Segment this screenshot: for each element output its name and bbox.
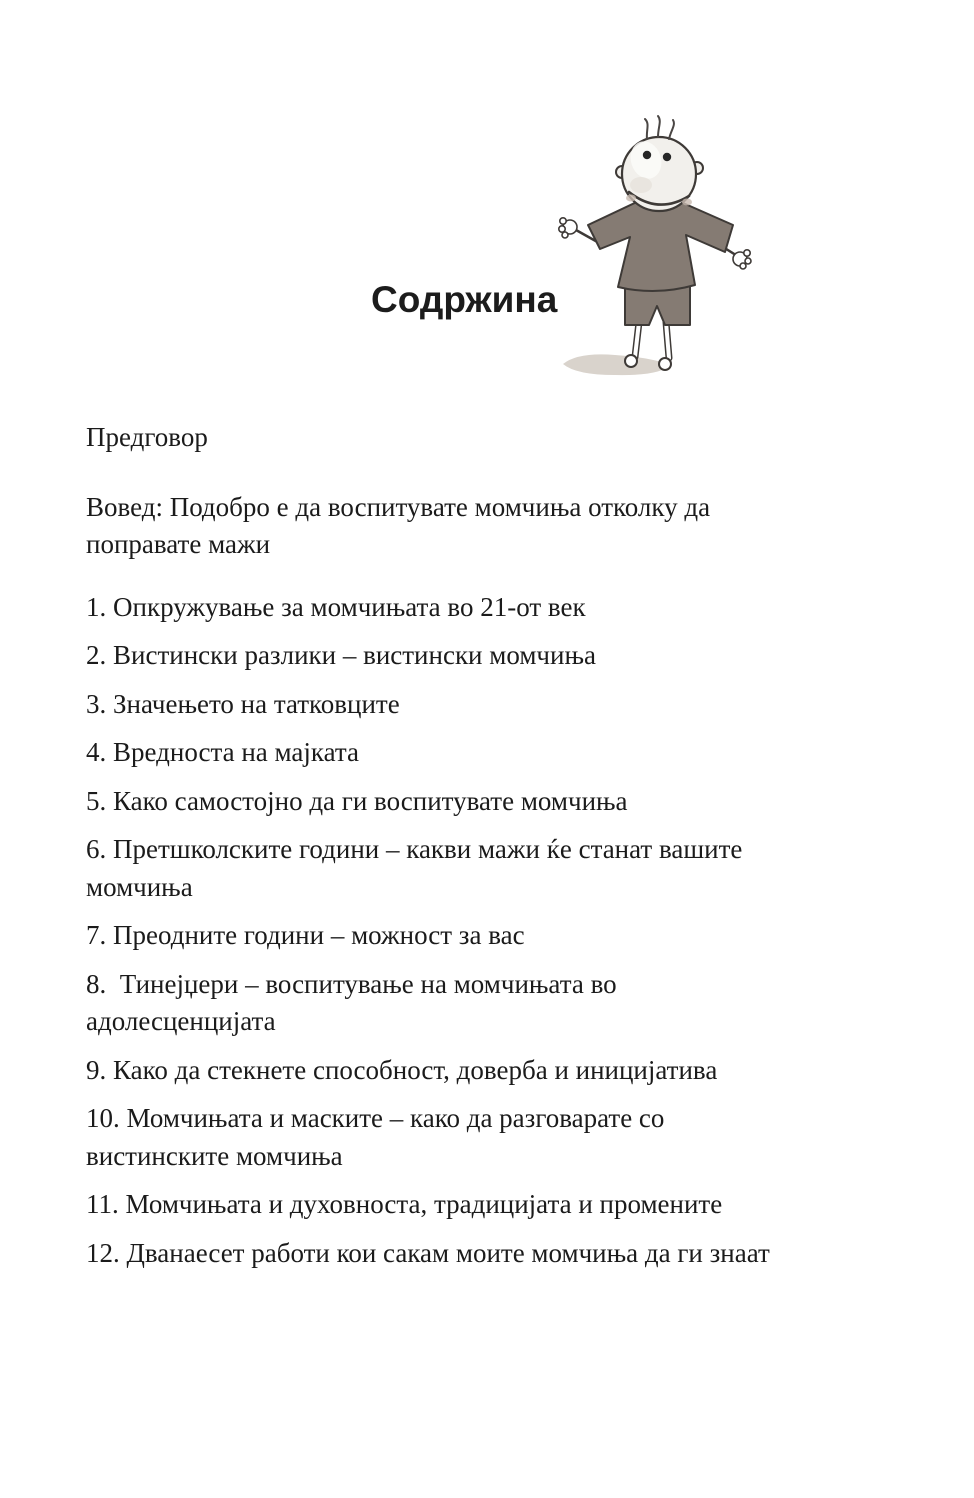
toc-line: адолесценцијата <box>86 1006 276 1036</box>
toc-line: 2. Вистински разлики – вистински момчиња <box>86 640 596 670</box>
toc-line: 1. Опкружување за момчињата во 21-от век <box>86 591 586 622</box>
boy-eye <box>663 153 671 161</box>
boy-hand-left <box>559 218 577 238</box>
toc-line: 3. Значењето на татковците <box>86 688 400 719</box>
toc-item-10 <box>86 1100 906 1175</box>
toc-line: Вовед: Подобро е да воспитувате момчиња отколку да <box>86 491 711 522</box>
toc-line: 10. Момчињата и маските – како да разговарате со <box>86 1103 665 1133</box>
toc-item-12 <box>86 1235 906 1273</box>
toc-line: 12. Дванаесет работи кои сакам моите момчиња да ги знаат <box>86 1237 770 1268</box>
page-title: Содржина <box>371 279 558 320</box>
toc-line: 6. Претшколските години – какви мажи ќе станат вашите <box>86 834 743 864</box>
toc-line: момчиња <box>86 871 193 902</box>
toc-item-3 <box>86 686 906 724</box>
toc-item-2 <box>86 637 906 675</box>
toc-preface <box>86 419 906 457</box>
table-of-contents <box>86 419 906 1283</box>
toc-item-1 <box>86 589 906 627</box>
toc-line: 5. Како самостојно да ги воспитувате момчиња <box>86 785 628 816</box>
toc-item-6 <box>86 831 906 906</box>
toc-line: 9. Како да стекнете способност, доверба и иницијатива <box>86 1054 718 1085</box>
toc-line: 8. Тинејџери – воспитување на момчињата во <box>86 968 617 999</box>
toc-line: 7. Преодните години – можност за вас <box>86 920 525 950</box>
toc-item-5 <box>86 783 906 821</box>
toc-item-7 <box>86 917 906 955</box>
boy-legs <box>635 322 669 358</box>
toc-line: вистинските момчиња <box>86 1140 343 1171</box>
toc-item-9 <box>86 1052 906 1090</box>
cartoon-boy-illustration <box>543 108 755 388</box>
boy-shadow <box>563 354 671 375</box>
boy-hand-right <box>733 250 751 269</box>
boy-eye <box>643 151 651 159</box>
toc-item-11 <box>86 1186 906 1224</box>
boy-foot <box>625 355 637 367</box>
toc-intro <box>86 489 906 564</box>
toc-line: поправате мажи <box>86 529 271 559</box>
boy-blush <box>626 195 636 202</box>
boy-foot <box>659 358 671 370</box>
toc-line: Предговор <box>86 422 208 452</box>
boy-blush <box>682 199 692 206</box>
toc-line: 11. Момчињата и духовноста, традицијата и промените <box>86 1189 723 1219</box>
toc-line: 4. Вредноста на мајката <box>86 737 360 767</box>
boy-cheek-shade <box>630 177 652 193</box>
toc-item-8 <box>86 966 906 1041</box>
toc-item-4 <box>86 734 906 772</box>
boy-hair <box>645 116 674 139</box>
